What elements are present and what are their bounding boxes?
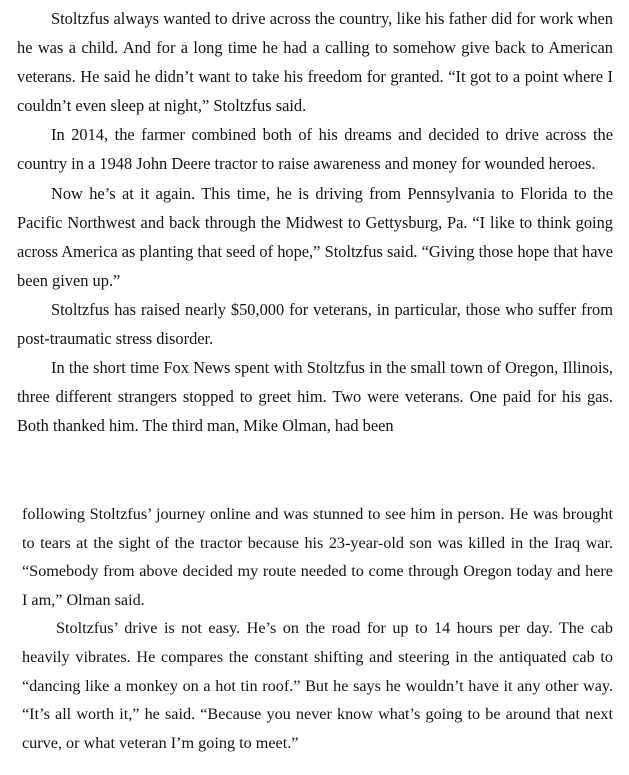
paragraph-4: Stoltzfus has raised nearly $50,000 for veterans, in particular, those who suffer from post-traumatic stress disorder. xyxy=(17,299,613,349)
paragraph-3: Now he’s at it again. This time, he is driving from Pennsylvania to Florida to the Pacific Northwest and back through the Midwest to Gettysburg, Pa. “I like to think going across America as planting that seed of hope,” Stoltzfus said. “Giving those hope that have been given up.” xyxy=(17,183,613,290)
paragraph-2: In 2014, the farmer combined both of his dreams and decided to drive across the country in a 1948 John Deere tractor to raise awareness and money for wounded heroes. xyxy=(17,125,613,174)
text-block-lower xyxy=(22,500,613,757)
paragraph-6-continuation: following Stoltzfus’ journey online and was stunned to see him in person. He was brought to tears at the sight of the tractor because his 23-year-old son was killed in the Iraq war. “Somebody from above decided my route needed to come through Oregon today and here I am,” Olman said. xyxy=(22,505,613,609)
paragraph-1: Stoltzfus always wanted to drive across the country, like his father did for work when he was a child. And for a long time he had a calling to somehow give back to American veterans. He said he didn’t want to take his freedom for granted. “It got to a point where I couldn’t even sleep at night,” Stoltzfus said. xyxy=(17,9,613,116)
text-block-upper xyxy=(17,4,613,440)
paragraph-7: Stoltzfus’ drive is not easy. He’s on the road for up to 14 hours per day. The cab heavily vibrates. He compares the constant shifting and steering in the antiquated cab to “dancing like a monkey on a hot tin roof.” But he says he wouldn’t have it any other way. “It’s all worth it,” he said. “Because you never know what’s going to be around that next curve, or what veteran I’m going to meet.” xyxy=(22,619,613,752)
paragraph-5: In the short time Fox News spent with Stoltzfus in the small town of Oregon, Illinois, three different strangers stopped to greet him. Two were veterans. One paid for his gas. Both thanked him. The third man, Mike Olman, had been xyxy=(17,358,613,436)
